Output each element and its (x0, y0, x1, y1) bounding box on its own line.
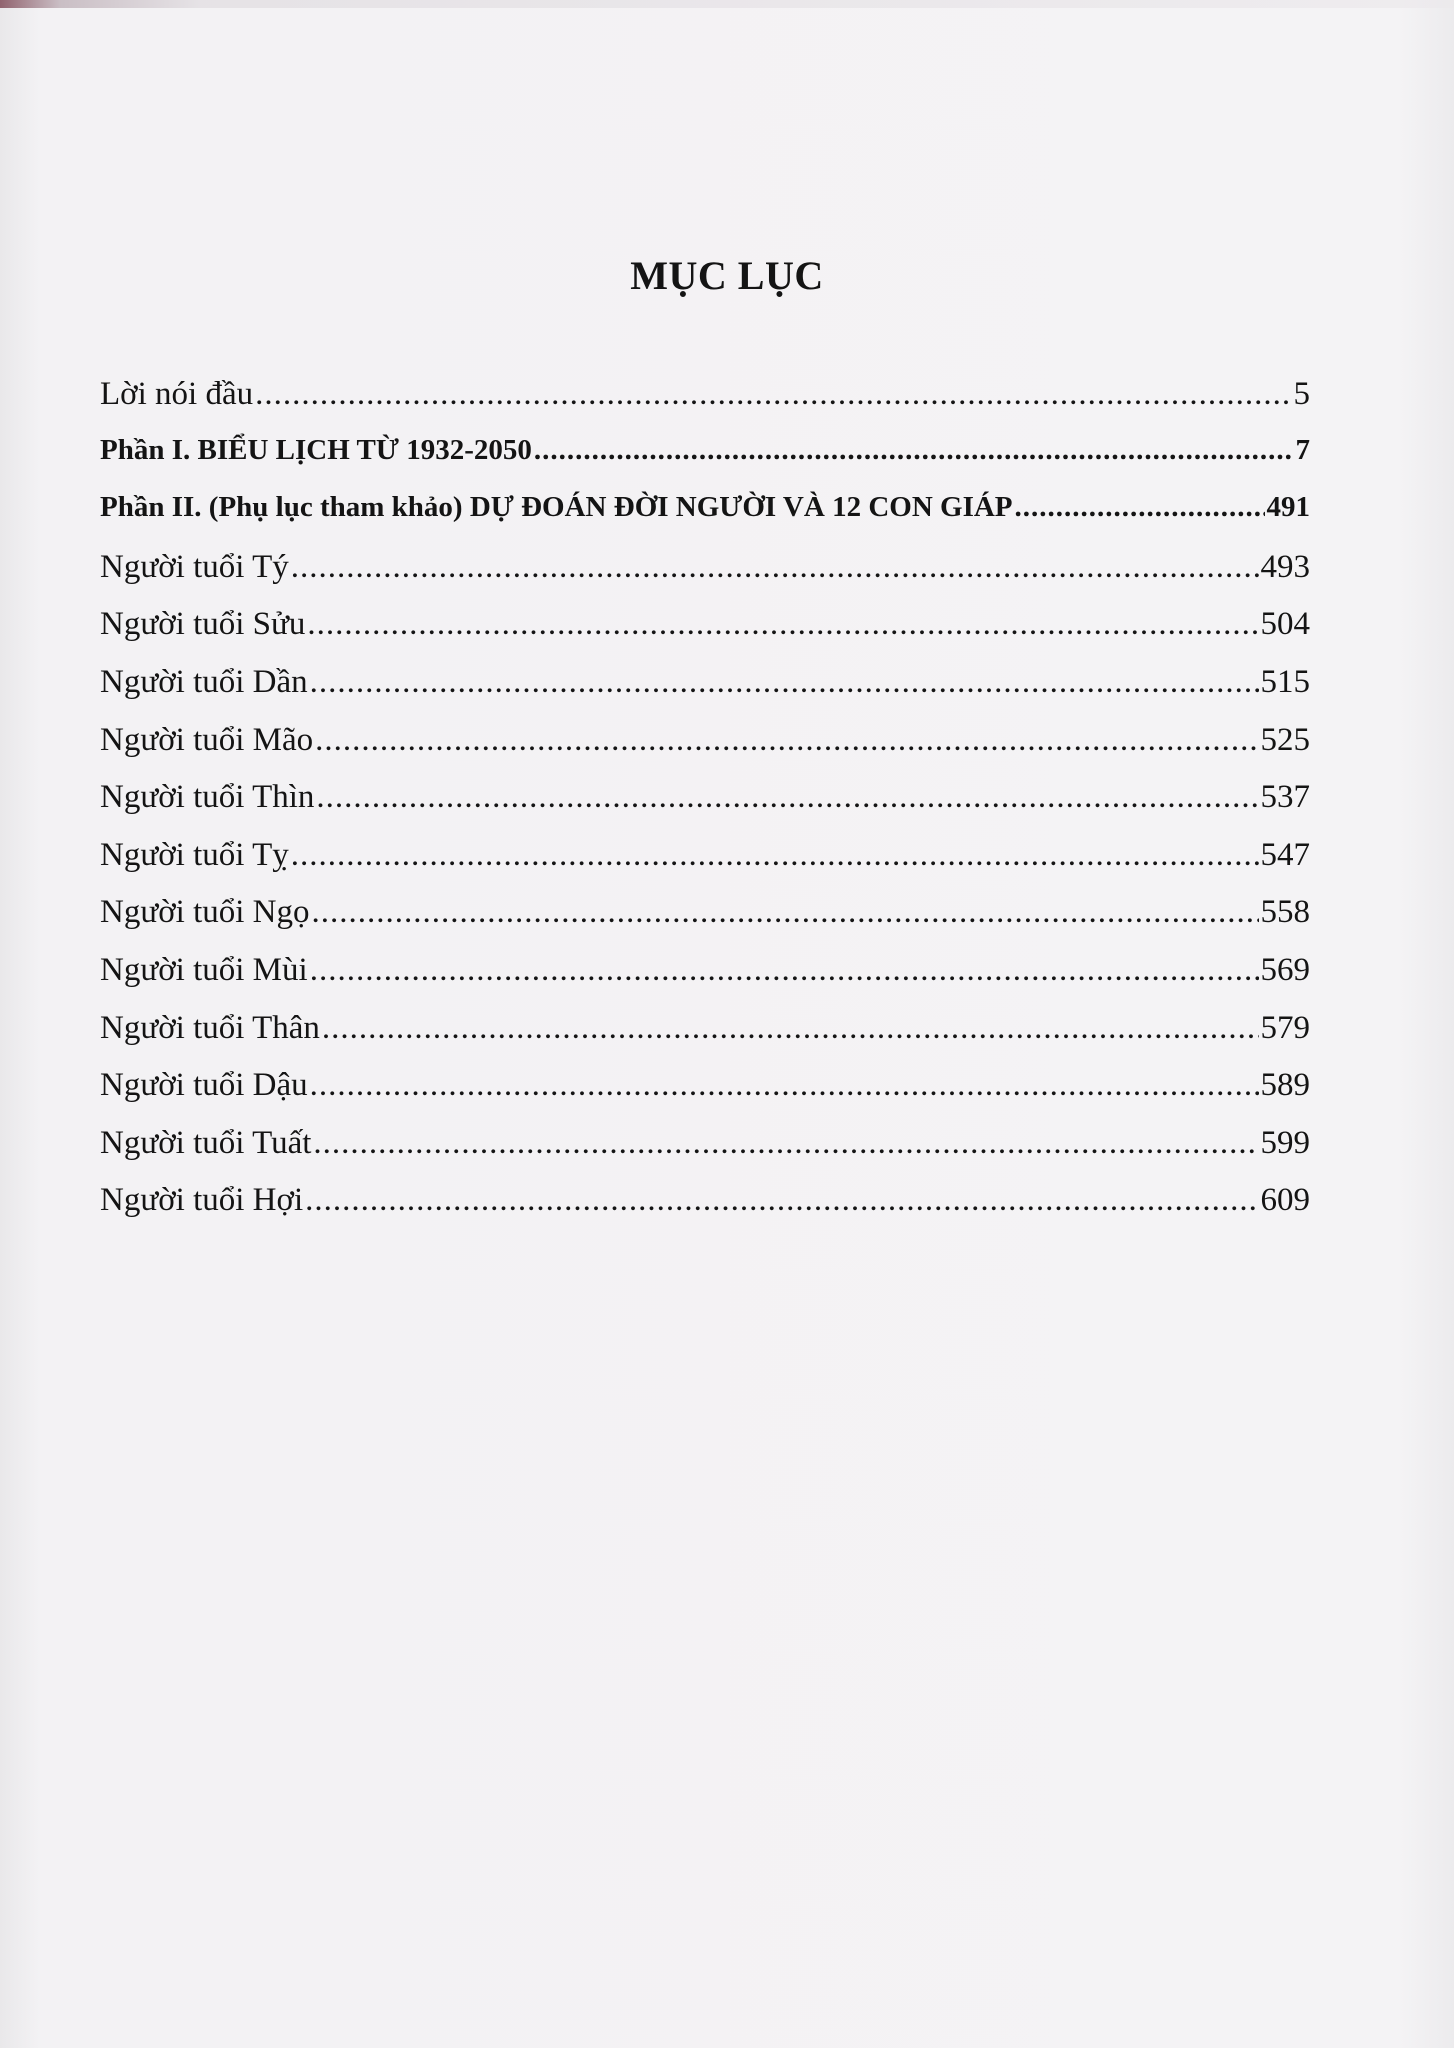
toc-entry-label: Phần I. BIỂU LỊCH TỪ 1932-2050 (100, 433, 532, 466)
toc-entry (100, 1010, 1310, 1068)
toc-entry (100, 779, 1310, 837)
toc-entry-page: 525 (1260, 721, 1310, 758)
toc-entry (100, 606, 1310, 664)
toc-entry-page: 558 (1260, 894, 1310, 931)
toc-entry-label: Người tuổi Dậu (100, 1067, 308, 1104)
toc-entry (100, 894, 1310, 952)
dot-leader (291, 837, 1259, 874)
toc-entry-label: Người tuổi Dần (100, 663, 308, 700)
toc-entry-label: Người tuổi Tỵ (100, 836, 289, 873)
toc-entry (100, 1067, 1310, 1125)
toc-entry (100, 1125, 1310, 1183)
table-of-contents (100, 376, 1310, 1240)
toc-entry-label: Người tuổi Sửu (100, 606, 306, 643)
dot-leader (307, 606, 1258, 643)
toc-entry-page: 599 (1260, 1124, 1310, 1161)
dot-leader (313, 1125, 1258, 1162)
toc-entry-page: 504 (1260, 606, 1310, 643)
toc-entry-page: 569 (1260, 951, 1310, 988)
toc-entry-label: Người tuổi Mùi (100, 951, 308, 988)
toc-entry (100, 549, 1310, 607)
dot-leader (291, 549, 1259, 586)
dot-leader (316, 779, 1258, 816)
toc-entry-page: 7 (1295, 433, 1310, 466)
toc-entry-label: Người tuổi Ngọ (100, 894, 310, 931)
page-top-edge (0, 0, 1454, 8)
toc-entry-label: Người tuổi Thân (100, 1009, 320, 1046)
toc-entry-page: 491 (1266, 491, 1310, 524)
dot-leader (534, 434, 1294, 467)
dot-leader (312, 894, 1259, 931)
toc-entry-page: 547 (1260, 836, 1310, 873)
dot-leader (310, 952, 1259, 989)
toc-entry-label: Lời nói đầu (100, 376, 254, 412)
toc-entry (100, 491, 1310, 549)
dot-leader (305, 1182, 1258, 1219)
toc-entry-page: 5 (1293, 376, 1310, 412)
toc-entry (100, 1182, 1310, 1240)
toc-entry-label: Phần II. (Phụ lục tham khảo) DỰ ĐOÁN ĐỜI NGƯỜI VÀ 12 CON GIÁP (100, 491, 1013, 524)
toc-entry (100, 722, 1310, 780)
toc-entry (100, 837, 1310, 895)
dot-leader (1015, 491, 1265, 524)
dot-leader (310, 664, 1259, 701)
dot-leader (322, 1010, 1259, 1047)
toc-entry-label: Người tuổi Mão (100, 721, 314, 758)
toc-entry (100, 434, 1310, 492)
toc-entry (100, 664, 1310, 722)
toc-entry-page: 609 (1260, 1182, 1310, 1219)
dot-leader (315, 722, 1258, 759)
toc-entry-page: 493 (1260, 548, 1310, 585)
toc-entry-label: Người tuổi Tý (100, 548, 289, 585)
toc-entry-page: 579 (1260, 1009, 1310, 1046)
toc-entry-label: Người tuổi Tuất (100, 1124, 312, 1161)
toc-entry-page: 537 (1260, 779, 1310, 816)
toc-entry (100, 376, 1310, 434)
toc-entry-label: Người tuổi Thìn (100, 779, 315, 816)
toc-entry-label: Người tuổi Hợi (100, 1182, 304, 1219)
toc-entry (100, 952, 1310, 1010)
dot-leader (255, 376, 1291, 413)
dot-leader (310, 1067, 1259, 1104)
page-title: MỤC LỤC (630, 253, 824, 298)
toc-entry-page: 515 (1260, 663, 1310, 700)
toc-entry-page: 589 (1260, 1067, 1310, 1104)
